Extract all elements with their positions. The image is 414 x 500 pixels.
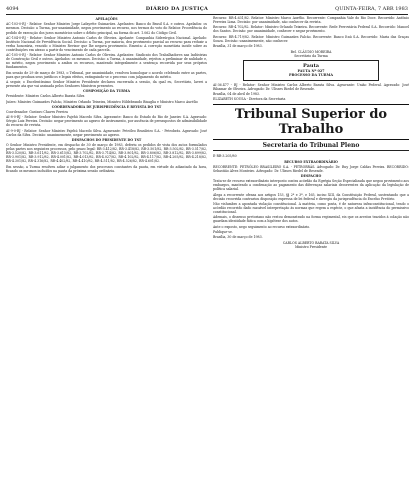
right-column-middle-section (213, 83, 409, 102)
journal-title: DIÁRIO DA JUSTIÇA (145, 6, 209, 12)
paragraph: O Senhor Ministro Presidente, em despacho de 30 de março de 1983, deferiu os pedidos de vista dos autos formulados pelas partes nos seguintes processos, pelo prazo legal: RR-3.412/82, RR-3.418/82, RR-3.501/82, RR-3.502/82, RR-3.517/82, RR-3.520/82, RR-3.611/82, RR-3.615/82, RR-3.702/82, RR-3.714/82, RR-3.801/82, RR-3.806/82, RR-3.812/82, RR-3.899/82, RR-3.901/82, RR-3.912/82, RR-4.001/82, RR-4.013/82, RR-4.027/82, RR-4.102/82, RR-4.117/82, RR-4.205/82, RR-4.218/82, RR-4.301/82, RR-4.316/82, RR-4.402/82, RR-4.410/82, RR-4.511/82, RR-4.526/82, RR-4.601/82. (6, 143, 207, 164)
paragraph: Em sessão, a Turma resolveu adiar o julgamento dos processos constantes da pauta, em virtude do adiantado da hora, ficando os mesmos incluídos na pauta da próxima sessão ordinária. (6, 164, 207, 173)
paragraph: Alega a recorrente ofensa aos artigos 153, §§ 2º e 3º, e 165, inciso XIII, da Constituição Federal, sustentando que a decisão recorrida contrariou disposição expressa de lei federal e divergiu da jurisprudência do Excelso Pretório. (213, 192, 409, 201)
paragraph: E-RR-3.205/80 (213, 154, 237, 159)
page-number: 4094 (6, 6, 19, 12)
paragraph: Recurso: RR-4.719/82. Relator: Ministro Guimarães Falcão. Recorrente: Banco Itaú S.A. Recorrido: Maria das Graças Souza. Decisão: unanimemente, não conhecer. (213, 34, 409, 43)
paragraph: RECORRENTE: PETRÓLEO BRASILEIRO S.A. - PETROBRÁS. Advogado: Dr. Ruy Jorge Caldas Pereira. RECORRIDO: Sebastião Alves Monteiro. Advogado: Dr. Ulisses Riedel de Resende. (213, 164, 409, 173)
section-heading: APELAÇÕES (95, 17, 118, 22)
paragraph: Recurso: RR-4.702/82. Relator: Ministro Orlando Teixeira. Recorrente: Rede Ferroviária Federal S.A. Recorrido: Manoel dos Santos. Decisão: por unanimidade, conhecer e negar provimento. (213, 25, 409, 34)
right-column-top-section (213, 16, 409, 48)
tribunal-title: Tribunal Superior do Trabalho (213, 104, 409, 140)
issue-date: QUINTA-FEIRA, 7 ABR 1983 (335, 6, 408, 12)
paragraph: Trata-se de recurso extraordinário interposto contra acórdão da Egrégia Seção Especializada que negou provimento aos embargos, mantendo a condenação ao pagamento das diferenças salariais decorrentes da aplicação da legislação de política salarial. (213, 179, 409, 192)
paragraph: Recurso: RR-4.631/82. Relator: Ministro Marco Aurélio. Recorrente: Companhia Vale do Rio Doce. Recorrido: Antônio Ferreira Lima. Decisão: por unanimidade, não conhecer da revista. (213, 16, 409, 25)
paragraph: AI-9-0-RJ - Relator: Senhor Ministro Pajehú Macedo Silva. Agravante: Petróleo Brasileiro S.A. - Petrobrás. Agravado: José Carlos da Silva. Decisão: unanimemente, negar provimento ao agravo. (6, 128, 207, 137)
signatory-name: Bel. CLÁUDIO MOREIRA (290, 49, 332, 54)
page-header (6, 4, 408, 15)
section-heading: COORDENADORIA DE JURISPRUDÊNCIA E REVISTA DO TST (51, 104, 162, 109)
section-heading: DESPACHOS DO PRESIDENTE DO TST (71, 137, 142, 142)
section-heading: COMPOSIÇÃO DA TURMA (83, 89, 130, 94)
paragraph: Brasília, 30 de março de 1983. (213, 235, 263, 240)
paragraph: Presidente: Ministro Carlos Alberto Barata Silva (6, 94, 85, 99)
paragraph: Publique-se. (213, 229, 233, 234)
right-column (213, 16, 409, 496)
paragraph: ELIZABETH SOUSA - Diretora da Secretaria (213, 97, 286, 102)
paragraph: AI-36.477 - RJ - Relator: Senhor Ministro Carlos Alberto Barata Silva. Agravante: União Federal. Agravado: José Ribamar de Oliveira. Advogado: Dr. Ulisses Riedel de Resende. (213, 82, 409, 91)
paragraph: Juízes: Ministro Guimarães Falcão, Ministro Orlando Teixeira, Ministro Hildebrando Bisaglia e Ministro Marco Aurélio (6, 99, 198, 104)
paragraph: Brasília, 31 de março de 1983. (213, 43, 263, 48)
paragraph: AC-105-0-RJ - Relator: Senhor Ministro Antonio Carlos de Oliveira. Apelantes: Sindicato dos Trabalhadores nas Indústrias de Construção Civil e outros. Apelados: os mesmos. Decisão: a Turma, à unanimidade, rejeitou a preliminar de nulidade e, no mérito, negou provimento a ambos os recursos, mantendo integralmente a sentença recorrida por seus próprios fundamentos. (6, 53, 207, 70)
secretariat-title: Secretaria do Tribunal Pleno (213, 142, 409, 151)
paragraph: Ademais, o dissenso pretoriano não restou demonstrado na forma regimental, eis que os arestos trazidos à colação não guardam identidade fática com a hipótese dos autos. (213, 215, 409, 224)
pauta-subtitle: PROCESSO DA TURMA (289, 73, 333, 78)
paragraph: Brasília, 04 de abril de 1983. (213, 92, 260, 97)
left-column (6, 16, 207, 496)
paragraph: AI-8-0-RJ - Relator: Senhor Ministro Pajehú Macedo Silva. Agravante: Banco do Estado do Rio de Janeiro S.A. Agravado: Sérgio Luiz Pereira. Decisão: negar provimento ao agravo de instrumento, por ausência de pressupostos de admissibilidade do recurso de revista. (6, 115, 207, 128)
section-heading: RECURSO EXTRAORDINÁRIO (284, 159, 338, 164)
pauta-title: Pauta (302, 62, 320, 69)
signature-block-2 (213, 241, 409, 249)
paragraph: A seguir, o Excelentíssimo Senhor Ministro Presidente declarou encerrada a sessão, da qual eu, Secretário, lavrei a presente ata que vai assinada pelos Senhores Ministros presentes. (6, 79, 207, 88)
section-heading: DESPACHO (300, 174, 322, 179)
signatory-name: CARLOS ALBERTO BARATA SILVA (282, 241, 340, 246)
right-column-bottom-section (213, 154, 409, 239)
paragraph: AC-104-0-RJ - Relator: Senhor Ministro Antonio Carlos de Oliveira. Apelante: Companhia Siderúrgica Nacional. Apelado: Instituto Nacional de Previdência Social. Decisão: a Turma, por maioria, deu provimento parcial ao recurso para reduzir a verba honorária, vencido o Ministro Revisor que lhe negava provimento. Ementa: A correção monetária incide sobre as contribuições em atraso a partir do vencimento de cada parcela. (6, 35, 207, 52)
paragraph: AC-103-0-RJ - Relator: Senhor Ministro Jorge Lafayette Guimarães. Apelantes: Banco do Brasil S.A. e outros. Apelados: os mesmos. Decisão: a Turma, por unanimidade, negou provimento ao recurso, nos termos do voto do Relator. Procedência do pedido de execução dos juros moratórios sobre o débito principal, na forma do art. 1.062 do Código Civil. (6, 22, 207, 35)
signatory-role: Ministro Presidente (294, 245, 328, 250)
paragraph: Coordenador: Gustavo Chaves Pereira (6, 110, 68, 114)
pauta-box (243, 60, 379, 81)
signatory-role: Secretário da Turma (294, 53, 328, 58)
pauta-number: PAUTA Nº 027 (297, 68, 325, 73)
signature-block-1 (213, 50, 409, 58)
paragraph: Não vislumbro a apontada violação constitucional. A matéria, como posta, é de natureza infraconstitucional, tendo o acórdão recorrido dado razoável interpretação às normas que regem a espécie, o que afasta a incidência do permissivo constitucional. (213, 201, 409, 215)
paragraph: Em sessão de 29 de março de 1983, o Tribunal, por unanimidade, resolveu homologar o acordo celebrado entre as partes, para que produza seus jurídicos e legais efeitos, extinguindo-se o processo com julgamento do mérito. (6, 70, 207, 79)
paragraph: Ante o exposto, nego seguimento ao recurso extraordinário. (213, 224, 311, 229)
